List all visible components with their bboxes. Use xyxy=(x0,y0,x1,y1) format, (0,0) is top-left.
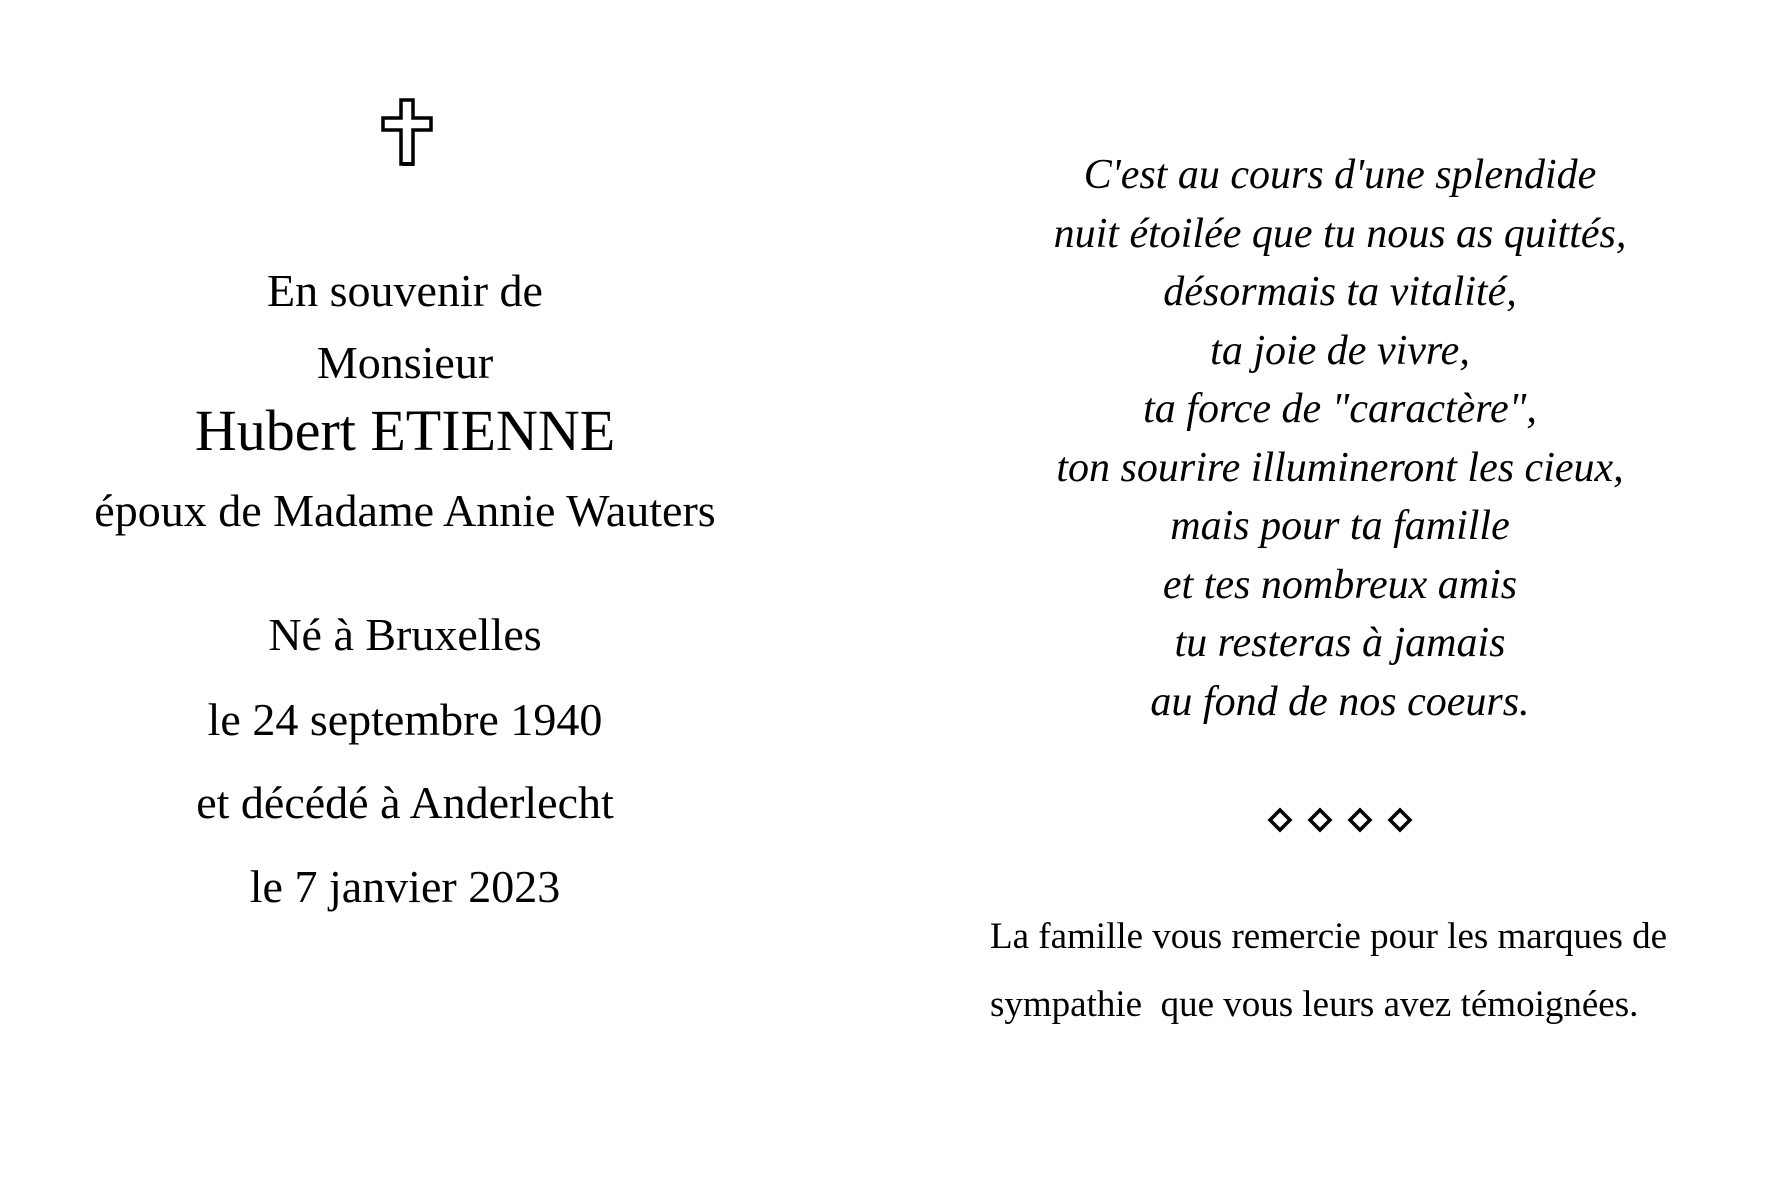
poem-line: au fond de nos coeurs. xyxy=(1150,678,1530,725)
left-panel xyxy=(0,0,810,1181)
poem xyxy=(960,146,1720,731)
poem-line: ta force de "caractère", xyxy=(1143,386,1537,432)
death-date: le 7 janvier 2023 xyxy=(249,861,561,912)
poem-line: désormais ta vitalité, xyxy=(1163,269,1517,315)
deceased-name: Hubert ETIENNE xyxy=(194,398,616,463)
thanks-message xyxy=(990,903,1770,1039)
poem-line: ton sourire illumineront les cieux, xyxy=(1056,444,1624,491)
diamond-ornament-icon xyxy=(1260,806,1420,834)
spouse-line: époux de Madame Annie Wauters xyxy=(94,485,716,536)
death-place: et décédé à Anderlecht xyxy=(196,777,614,828)
birth-place: Né à Bruxelles xyxy=(268,609,542,660)
poem-line: mais pour ta famille xyxy=(1170,503,1510,549)
poem-line: nuit étoilée que tu nous as quittés, xyxy=(1053,210,1627,257)
poem-line: ta joie de vivre, xyxy=(1210,327,1470,374)
poem-line: C'est au cours d'une splendide xyxy=(1083,152,1597,198)
honorific-title: Monsieur xyxy=(316,337,494,388)
poem-line: tu resteras à jamais xyxy=(1174,620,1506,666)
birth-date: le 24 septembre 1940 xyxy=(207,694,603,745)
memorial-intro: En souvenir de xyxy=(267,265,543,316)
thanks-line: sympathie que vous leurs avez témoignées. xyxy=(990,984,1639,1025)
thanks-line: La famille vous remercie pour les marques de xyxy=(990,916,1668,957)
right-panel xyxy=(960,0,1772,1181)
poem-line: et tes nombreux amis xyxy=(1162,561,1518,608)
cross-icon xyxy=(379,98,435,168)
